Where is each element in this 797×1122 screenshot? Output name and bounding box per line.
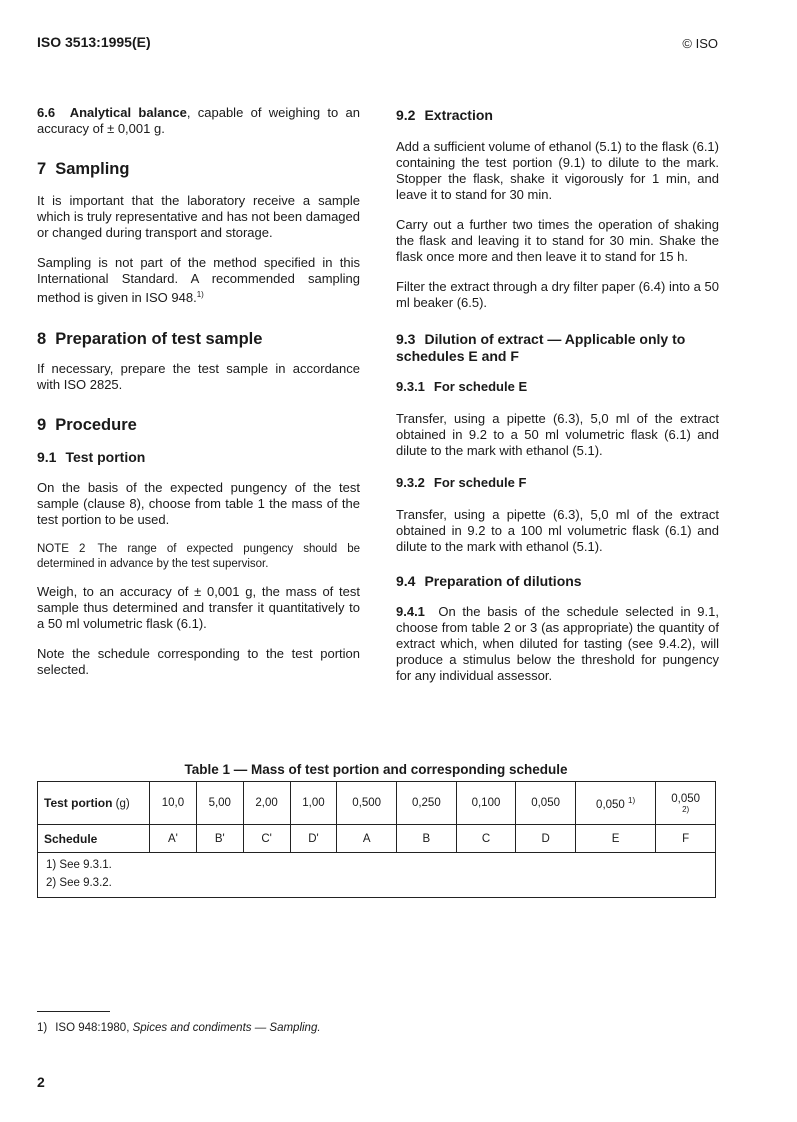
section-9-1-paragraph-1: On the basis of the expected pungency of the test sample (clause 8), choose from table 1 the mass of the test portion to be used. bbox=[37, 480, 360, 527]
row-header-test-portion-label: Test portion bbox=[44, 796, 113, 810]
section-6-6-title: Analytical balance bbox=[69, 105, 187, 120]
section-9-number: 9 bbox=[37, 416, 47, 434]
section-9-1-title: Test portion bbox=[65, 449, 146, 465]
mass-value: 0,050 bbox=[671, 792, 701, 805]
table-footnote-2: 2) See 9.3.2. bbox=[46, 877, 112, 889]
mass-footnote-ref: 2) bbox=[682, 804, 690, 814]
schedule-cell bbox=[337, 825, 397, 853]
schedule-cell bbox=[656, 825, 716, 853]
schedule-value: E bbox=[611, 832, 620, 845]
table-row-schedule bbox=[38, 825, 716, 853]
page-footnote-label: 1) bbox=[37, 1022, 48, 1034]
schedule-value: D bbox=[541, 832, 550, 845]
section-9-2-paragraph-1: Add a sufficient volume of ethanol (5.1) to the flask (6.1) containing the test portion (9.1) to dilute to the mark. Stopper the flask, shake it vigorously for 1 min, and leave it to stand for 30 min. bbox=[396, 139, 719, 202]
row-header-test-portion-unit: (g) bbox=[115, 798, 130, 810]
section-9-3-2-heading bbox=[396, 475, 719, 491]
section-9-3-1-paragraph: Transfer, using a pipette (6.3), 5,0 ml of the extract obtained in 9.2 to a 50 ml volumetric flask (6.1) and dilute to the mark with ethanol (5.1). bbox=[396, 411, 719, 458]
table-1 bbox=[37, 781, 716, 898]
section-9-3-1-title: For schedule E bbox=[433, 379, 528, 394]
section-7-paragraph-1: It is important that the laboratory receive a sample which is truly representative and has not been damaged or changed during transport and storage. bbox=[37, 193, 360, 240]
section-9-3-1-number: 9.3.1 bbox=[396, 379, 425, 394]
section-9-3-heading bbox=[396, 331, 719, 365]
schedule-cell bbox=[290, 825, 337, 853]
schedule-cell bbox=[196, 825, 243, 853]
section-9-4-number: 9.4 bbox=[396, 573, 416, 589]
schedule-value: A bbox=[362, 832, 371, 845]
mass-value: 5,00 bbox=[208, 797, 231, 809]
section-9-3-2-paragraph: Transfer, using a pipette (6.3), 5,0 ml of the extract obtained in 9.2 to a 100 ml volumetric flask (6.1) and dilute to the mark with ethanol (5.1). bbox=[396, 507, 719, 554]
section-9-1-number: 9.1 bbox=[37, 449, 57, 465]
mass-cell bbox=[516, 782, 576, 825]
note-2-label: NOTE 2 bbox=[37, 543, 86, 555]
table-footnotes-row bbox=[38, 853, 716, 898]
section-9-2-heading bbox=[396, 107, 719, 124]
section-7-paragraph-2-text: Sampling is not part of the method specified in this International Standard. A recommended sampling method is given in ISO 948. bbox=[37, 255, 360, 305]
note-2-text: The range of expected pungency should be determined in advance by the test supervisor. bbox=[37, 543, 360, 570]
schedule-cell bbox=[243, 825, 290, 853]
mass-value: 10,0 bbox=[161, 797, 185, 809]
mass-cell bbox=[397, 782, 457, 825]
page-footnote-title: Spices and condiments — Sampling. bbox=[132, 1022, 321, 1034]
mass-cell bbox=[656, 782, 716, 825]
section-6-6-text: , capable of weighing to an accuracy of ± 0,001 g. bbox=[37, 105, 360, 136]
section-9-2-paragraph-2: Carry out a further two times the operation of shaking the flask and leaving it to stand for 30 min. Shake the flask once more and then leave it to stand for 15 h. bbox=[396, 217, 719, 264]
table-footnote-1: 1) See 9.3.1. bbox=[46, 859, 112, 871]
schedule-value: A' bbox=[167, 832, 178, 845]
section-9-3-2-title: For schedule F bbox=[433, 475, 527, 490]
section-9-title: Procedure bbox=[55, 416, 137, 434]
mass-cell bbox=[456, 782, 516, 825]
mass-value: 0,250 bbox=[411, 797, 441, 809]
page-number: 2 bbox=[37, 1074, 45, 1090]
schedule-value: B bbox=[422, 832, 431, 845]
schedule-value: F bbox=[682, 832, 690, 845]
section-7-number: 7 bbox=[37, 160, 47, 178]
section-7-title: Sampling bbox=[55, 160, 130, 178]
copyright-mark: © ISO bbox=[682, 36, 718, 51]
schedule-value: C' bbox=[261, 832, 272, 845]
mass-value: 0,050 bbox=[596, 798, 625, 811]
schedule-cell bbox=[150, 825, 197, 853]
section-9-2-number: 9.2 bbox=[396, 107, 416, 123]
mass-value: 0,500 bbox=[352, 797, 382, 809]
document-id: ISO 3513:1995(E) bbox=[37, 34, 151, 50]
page-footnote bbox=[37, 1022, 321, 1034]
mass-value: 1,00 bbox=[302, 797, 325, 809]
row-header-schedule bbox=[38, 825, 150, 853]
schedule-value: D' bbox=[308, 832, 319, 845]
section-9-2-title: Extraction bbox=[424, 107, 493, 123]
schedule-cell bbox=[516, 825, 576, 853]
section-9-1-heading bbox=[37, 449, 360, 466]
mass-cell bbox=[337, 782, 397, 825]
section-9-3-1-heading bbox=[396, 379, 719, 395]
section-9-1-paragraph-3: Note the schedule corresponding to the test portion selected. bbox=[37, 646, 360, 677]
table-footnotes bbox=[38, 853, 716, 898]
row-header-test-portion bbox=[38, 782, 150, 825]
section-8-heading bbox=[37, 329, 360, 349]
section-9-4-1-number: 9.4.1 bbox=[396, 604, 425, 619]
section-8-title: Preparation of test sample bbox=[55, 330, 263, 348]
note-2 bbox=[37, 542, 360, 572]
mass-value: 0,050 bbox=[531, 797, 560, 809]
section-8-paragraph: If necessary, prepare the test sample in accordance with ISO 2825. bbox=[37, 361, 360, 392]
schedule-cell bbox=[397, 825, 457, 853]
section-7-heading bbox=[37, 159, 360, 179]
page-footnote-text: ISO 948:1980, bbox=[55, 1022, 133, 1034]
row-header-schedule-label: Schedule bbox=[44, 831, 98, 846]
table-1-caption: Table 1 — Mass of test portion and corresponding schedule bbox=[184, 762, 568, 777]
section-8-number: 8 bbox=[37, 330, 47, 348]
mass-cell bbox=[575, 782, 655, 825]
section-9-heading bbox=[37, 415, 360, 435]
schedule-value: C bbox=[481, 832, 491, 845]
section-6-6-number: 6.6 bbox=[37, 105, 56, 120]
section-9-4-title: Preparation of dilutions bbox=[424, 573, 582, 589]
section-6-6 bbox=[37, 105, 360, 137]
footnote-ref-1: 1) bbox=[196, 290, 204, 299]
mass-footnote-ref: 1) bbox=[628, 795, 636, 805]
mass-cell bbox=[290, 782, 337, 825]
mass-cell bbox=[243, 782, 290, 825]
section-9-3-2-number: 9.3.2 bbox=[396, 475, 425, 490]
footnote-divider bbox=[37, 1011, 110, 1012]
left-column bbox=[37, 105, 360, 678]
mass-value: 2,00 bbox=[255, 797, 278, 809]
right-column bbox=[396, 107, 719, 684]
schedule-cell bbox=[575, 825, 655, 853]
section-9-2-paragraph-3: Filter the extract through a dry filter paper (6.4) into a 50 ml beaker (6.5). bbox=[396, 279, 719, 310]
table-row-test-portion bbox=[38, 782, 716, 825]
section-9-1-paragraph-2: Weigh, to an accuracy of ± 0,001 g, the mass of test sample thus determined and transfer it quantitatively to a 50 ml volumetric flask (6.1). bbox=[37, 584, 360, 631]
mass-cell bbox=[196, 782, 243, 825]
schedule-value: B' bbox=[214, 832, 225, 845]
section-9-3-title: Dilution of extract — Applicable only to schedules E and F bbox=[396, 331, 686, 364]
schedule-cell bbox=[456, 825, 516, 853]
mass-value: 0,100 bbox=[471, 797, 501, 809]
section-9-3-number: 9.3 bbox=[396, 331, 416, 347]
section-9-4-heading bbox=[396, 573, 719, 590]
mass-cell bbox=[150, 782, 197, 825]
section-9-4-1-text: On the basis of the schedule selected in 9.1, choose from table 2 or 3 (as appropriate) the quantity of extract which, when diluted for tasting (see 9.4.2), will produce a stimulus below the threshold for pungency for any individual assessor. bbox=[396, 604, 719, 683]
section-7-paragraph-2 bbox=[37, 255, 360, 306]
section-9-4-1-paragraph bbox=[396, 604, 719, 684]
